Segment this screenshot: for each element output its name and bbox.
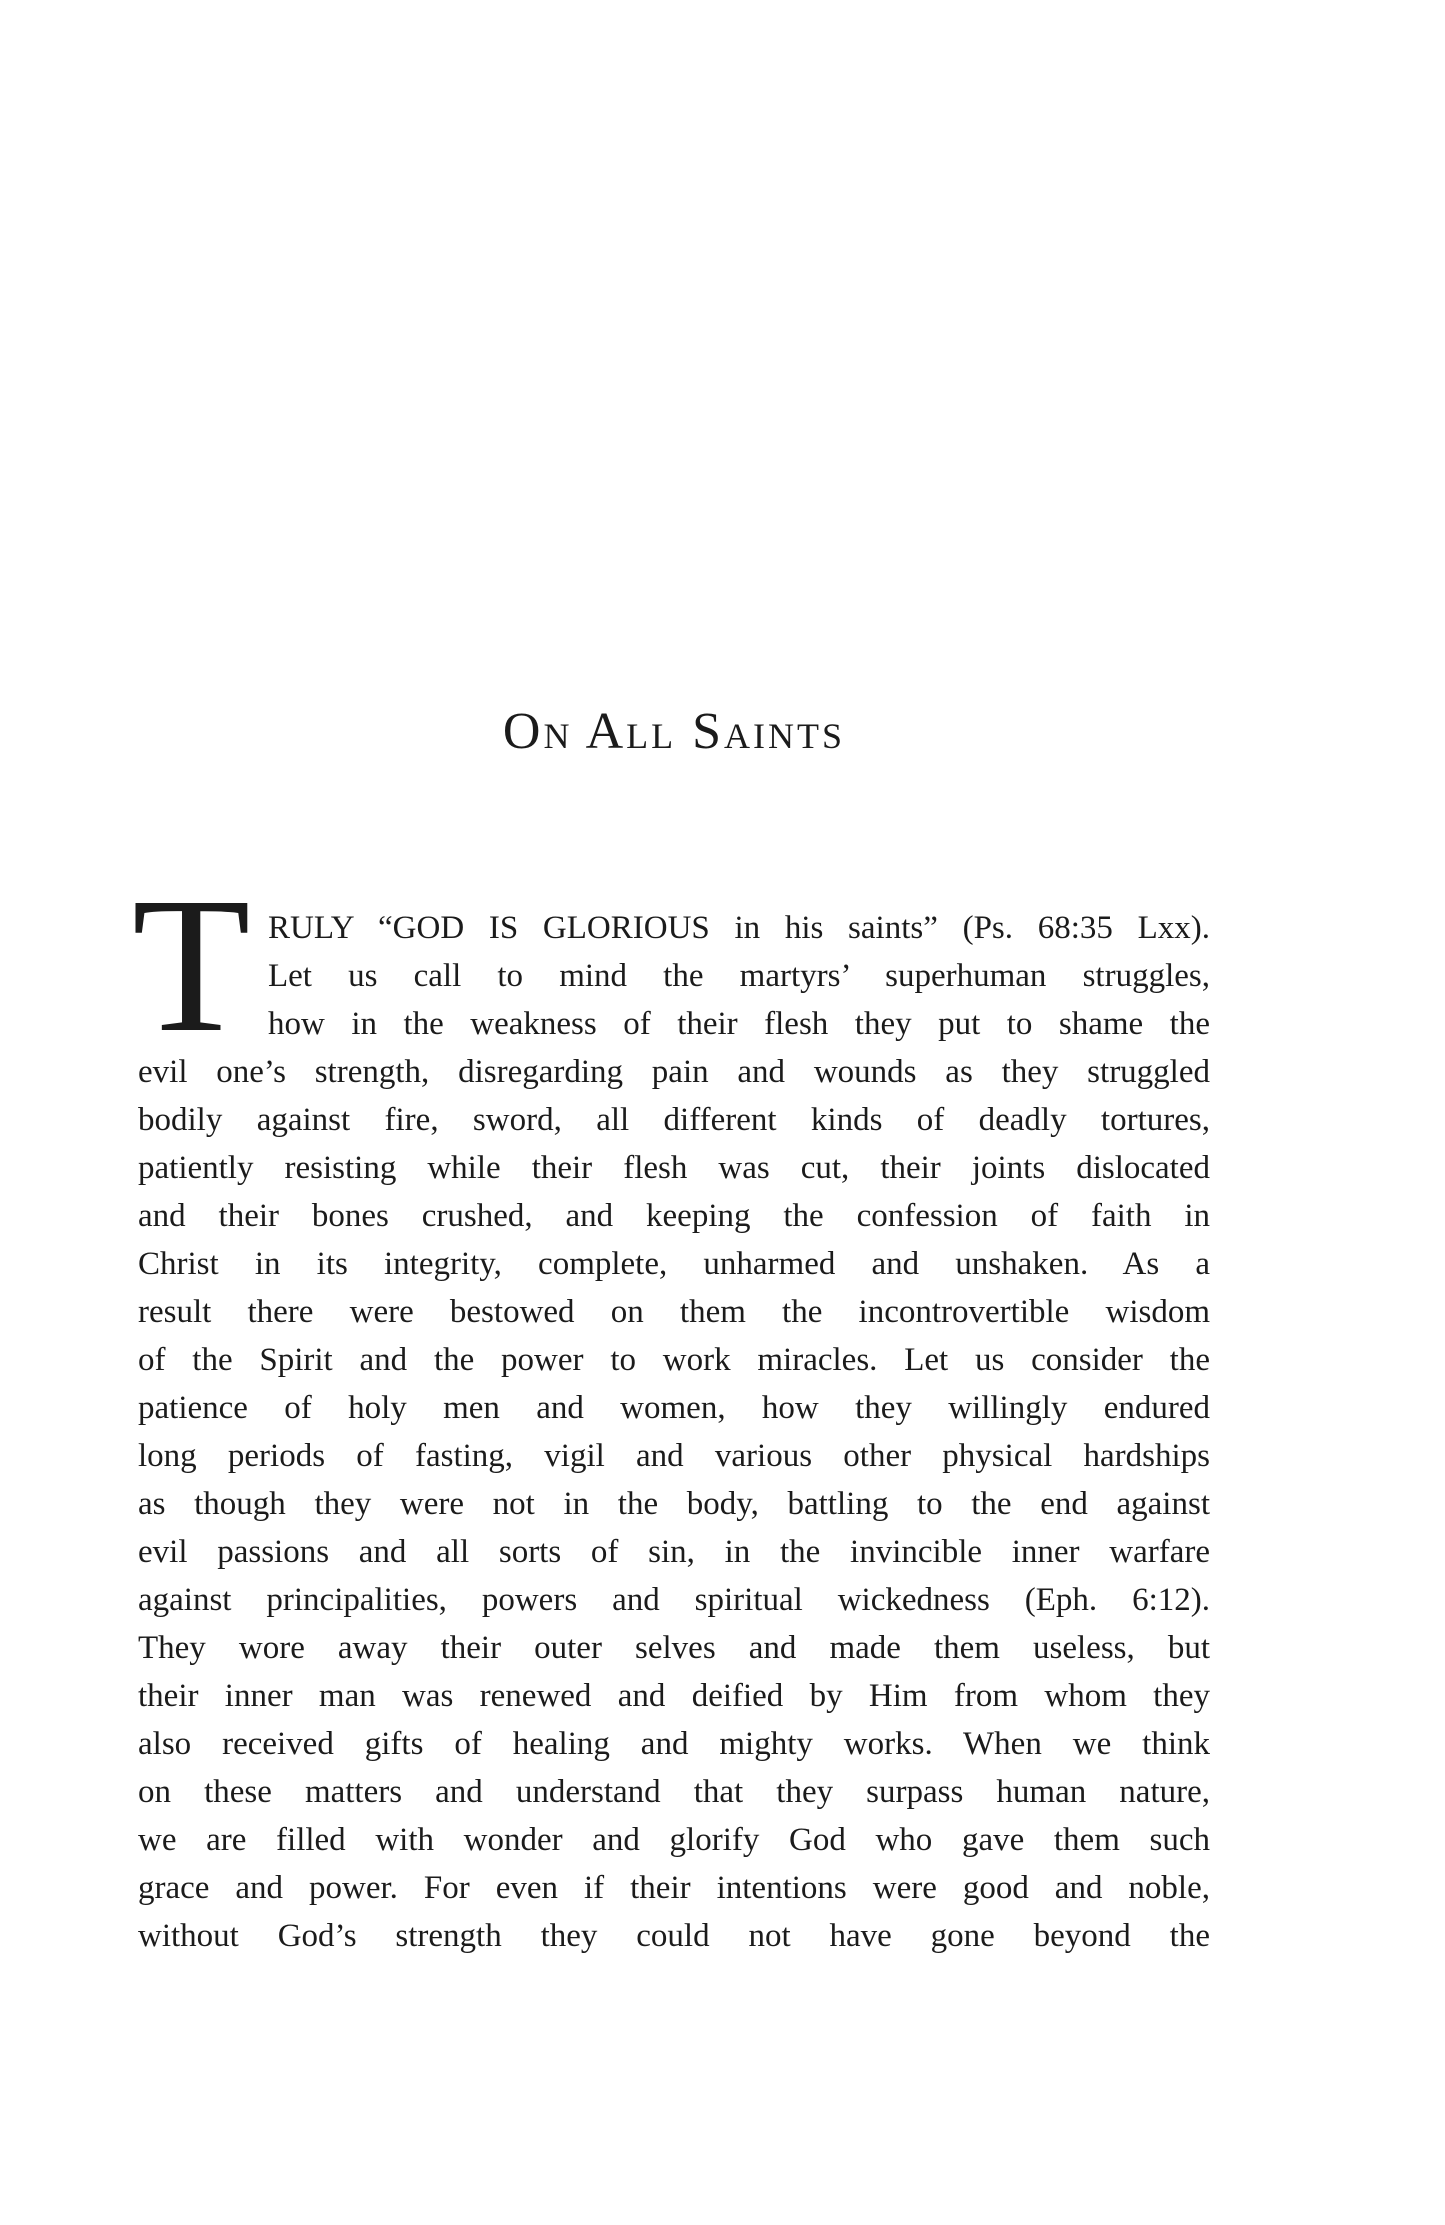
body-line: and their bones crushed, and keeping the confession of faith in: [138, 1198, 1210, 1234]
body-line: bodily against fire, sword, all different kinds of deadly tortures,: [138, 1102, 1210, 1138]
body-line: Christ in its integrity, complete, unharmed and unshaken. As a: [138, 1246, 1210, 1282]
body-line: patience of holy men and women, how they willingly endured: [138, 1390, 1210, 1426]
body-line: against principalities, powers and spiritual wickedness (Eph. 6:12).: [138, 1582, 1210, 1618]
body-line: long periods of fasting, vigil and various other physical hardships: [138, 1438, 1210, 1474]
body-line: They wore away their outer selves and made them useless, but: [138, 1630, 1210, 1666]
body-line: their inner man was renewed and deified by Him from whom they: [138, 1678, 1210, 1714]
body-line: evil one’s strength, disregarding pain and wounds as they struggled: [138, 1054, 1210, 1090]
body-line: Let us call to mind the martyrs’ superhuman struggles,: [268, 958, 1210, 994]
body-line: also received gifts of healing and mighty works. When we think: [138, 1726, 1210, 1762]
body-line: how in the weakness of their flesh they put to shame the: [268, 1006, 1210, 1042]
body-line: RULY “GOD IS GLORIOUS in his saints” (Ps. 68:35 Lxx).: [268, 910, 1210, 946]
chapter-title: On All Saints: [502, 703, 846, 760]
body-line: patiently resisting while their flesh was cut, their joints dislocated: [138, 1150, 1210, 1186]
body-line: we are filled with wonder and glorify God who gave them such: [138, 1822, 1210, 1858]
body-line: on these matters and understand that they surpass human nature,: [138, 1774, 1210, 1810]
body-line: without God’s strength they could not have gone beyond the: [138, 1918, 1210, 1954]
body-line: result there were bestowed on them the incontrovertible wisdom: [138, 1294, 1210, 1330]
body-line: of the Spirit and the power to work miracles. Let us consider the: [138, 1342, 1210, 1378]
body-line: grace and power. For even if their intentions were good and noble,: [138, 1870, 1210, 1906]
paragraph: [132, 857, 1210, 1960]
body-line: evil passions and all sorts of sin, in the invincible inner warfare: [138, 1534, 1210, 1570]
body-line: as though they were not in the body, battling to the end against: [138, 1486, 1210, 1522]
drop-cap-letter: T: [132, 857, 251, 1072]
